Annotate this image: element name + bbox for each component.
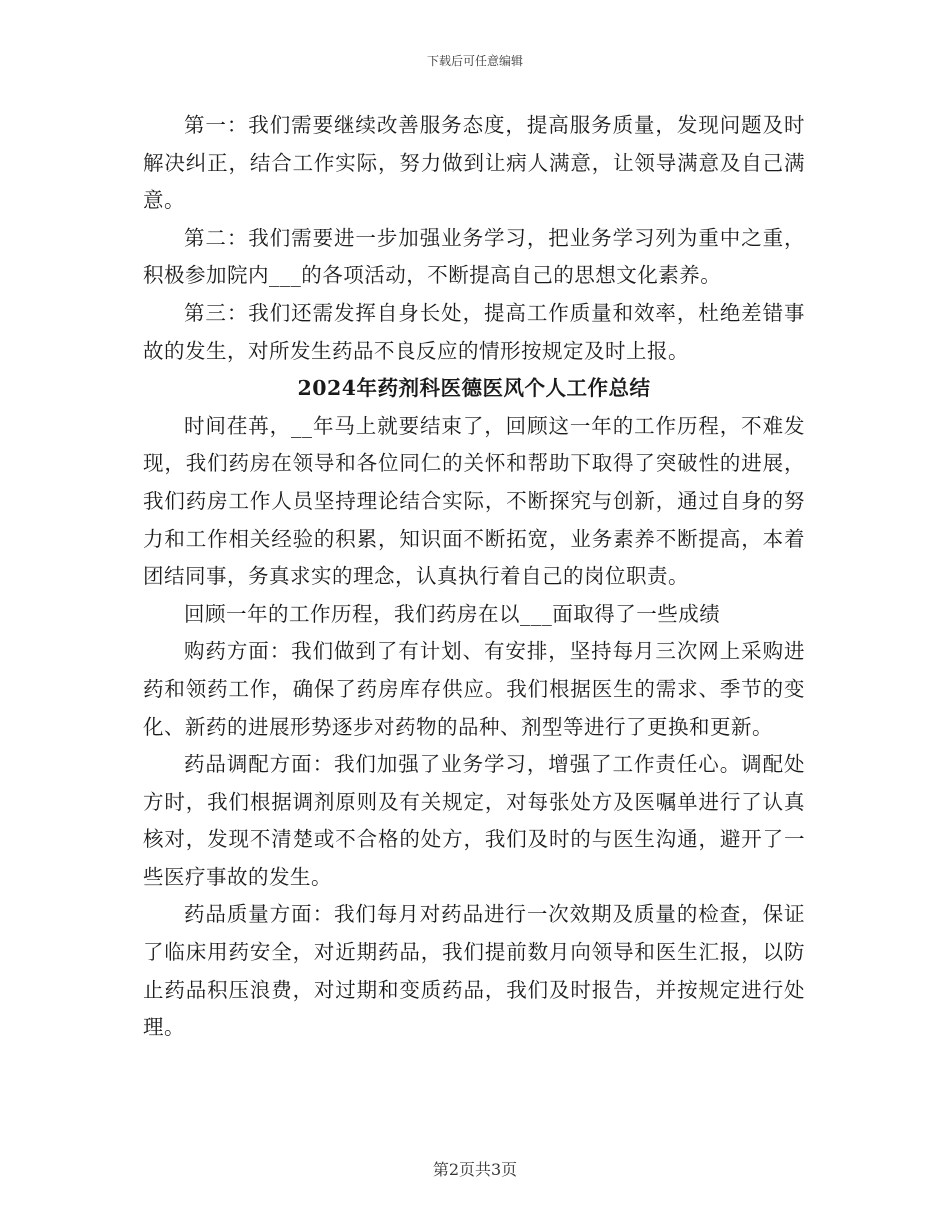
paragraph-second-point: 第二：我们需要进一步加强业务学习，把业务学习列为重中之重，积极参加院内___的各项活动，不断提高自己的思想文化素养。 — [143, 225, 805, 288]
page-number: 第2页共3页 — [432, 1160, 518, 1179]
paragraph-first-point: 第一：我们需要继续改善服务态度，提高服务质量，发现问题及时解决纠正，结合工作实际，努力做到让病人满意，让领导满意及自己满意。 — [143, 113, 805, 213]
document-body — [143, 107, 805, 1047]
paragraph-intro: 时间荏苒，__年马上就要结束了，回顾这一年的工作历程，不难发现，我们药房在领导和各位同仁的关怀和帮助下取得了突破性的进展，我们药房工作人员坚持理论结合实际，不断探究与创新，通过自身的努力和工作相关经验的积累，知识面不断拓宽，业务素养不断提高，本着团结同事，务真求实的理念，认真执行着自己的岗位职责。 — [143, 413, 805, 589]
paragraph-purchasing: 购药方面：我们做到了有计划、有安排，坚持每月三次网上采购进药和领药工作，确保了药房库存供应。我们根据医生的需求、季节的变化、新药的进展形势逐步对药物的品种、剂型等进行了更换和更新。 — [143, 639, 805, 739]
paragraph-quality: 药品质量方面：我们每月对药品进行一次效期及质量的检查，保证了临床用药安全，对近期药品，我们提前数月向领导和医生汇报，以防止药品积压浪费，对过期和变质药品，我们及时报告，并按规定进行处理。 — [143, 902, 805, 1040]
paragraph-third-point: 第三：我们还需发挥自身长处，提高工作质量和效率，杜绝差错事故的发生，对所发生药品不良反应的情形按规定及时上报。 — [143, 300, 805, 363]
paragraph-dispensing: 药品调配方面：我们加强了业务学习，增强了工作责任心。调配处方时，我们根据调剂原则及有关规定，对每张处方及医嘱单进行了认真核对，发现不清楚或不合格的处方，我们及时的与医生沟通，避开了一些医疗事故的发生。 — [143, 752, 805, 889]
paragraph-achievements: 回顾一年的工作历程，我们药房在以___面取得了一些成绩 — [184, 601, 721, 626]
section-title: 2024年药剂科医德医风个人工作总结 — [297, 376, 651, 401]
page-header: 下载后可任意编辑 — [426, 54, 523, 68]
